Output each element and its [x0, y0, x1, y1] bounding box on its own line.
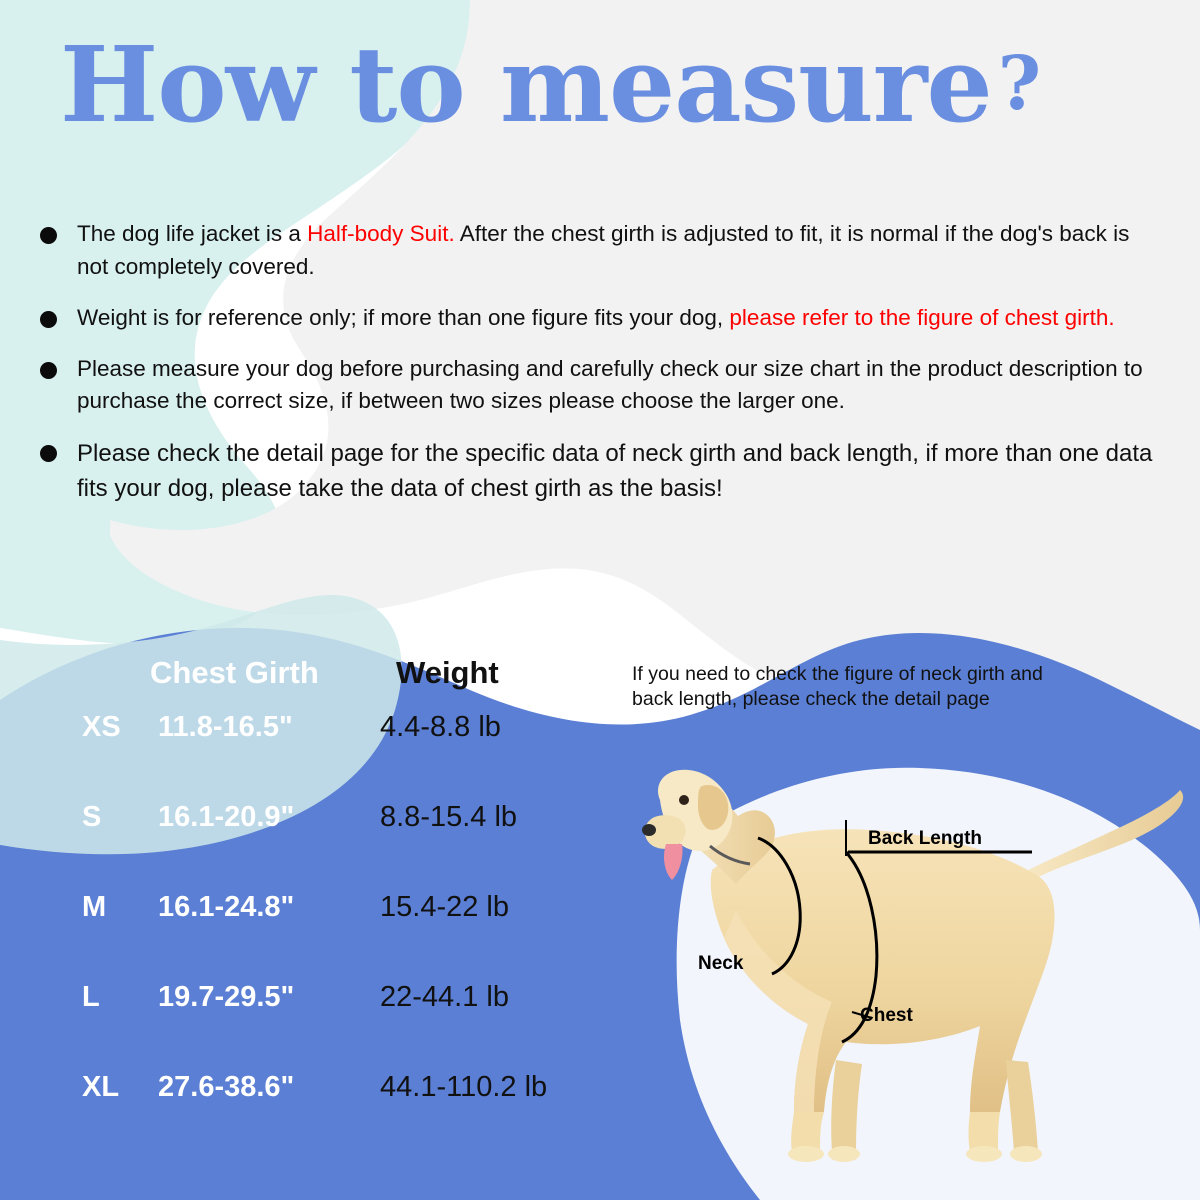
- cell-size: M: [82, 891, 107, 923]
- bullet-dot-icon: [40, 311, 57, 328]
- list-item: [40, 353, 1160, 419]
- column-header-chest-girth: Chest Girth: [150, 655, 319, 690]
- label-chest: Chest: [860, 1005, 913, 1026]
- list-item: [40, 436, 1160, 506]
- cell-weight: 44.1-110.2 lb: [380, 1071, 548, 1103]
- cell-chest-girth: 19.7-29.5": [158, 981, 295, 1013]
- cell-weight: 8.8-15.4 lb: [380, 801, 518, 833]
- bullet-1-part-1: The dog life jacket is a: [77, 221, 308, 246]
- table-row: [60, 801, 640, 891]
- cell-weight: 4.4-8.8 lb: [380, 711, 501, 743]
- cell-size: L: [82, 981, 100, 1013]
- label-back-length: Back Length: [868, 828, 983, 849]
- bullet-2-part-1: Weight is for reference only; if more than one figure fits your dog,: [77, 304, 730, 330]
- cell-size: S: [82, 801, 102, 833]
- table-row: [60, 711, 640, 801]
- bullet-1-highlight: Half-body Suit.: [307, 221, 455, 246]
- list-item: [40, 302, 1160, 335]
- table-row: [60, 1071, 640, 1161]
- bullet-dot-icon: [40, 227, 57, 244]
- cell-size: XL: [82, 1071, 120, 1103]
- page-title-text: How to measure: [60, 23, 992, 146]
- bullet-dot-icon: [40, 445, 57, 462]
- bullet-2-highlight: please refer to the figure of chest girth.: [729, 304, 1115, 330]
- bullet-1-part-3: After the chest girth is adjusted to fit, it is normal if the dog's back is not completely covered.: [77, 221, 1130, 279]
- cell-chest-girth: 11.8-16.5": [158, 711, 293, 743]
- page-title-question-mark: ?: [997, 41, 1041, 127]
- detail-page-note: If you need to check the figure of neck girth and back length, please check the detail page: [632, 663, 1043, 710]
- bullet-text: [77, 302, 1160, 335]
- cell-weight: 22-44.1 lb: [380, 981, 509, 1013]
- page-title: [60, 23, 1041, 146]
- size-chart-table: [60, 655, 640, 1161]
- table-header-row: [60, 655, 640, 711]
- cell-chest-girth: 16.1-24.8": [158, 891, 295, 923]
- bullet-list: [40, 218, 1160, 524]
- table-row: [60, 981, 640, 1071]
- cell-chest-girth: 27.6-38.6": [158, 1071, 295, 1103]
- label-neck: Neck: [698, 953, 744, 974]
- cell-chest-girth: 16.1-20.9": [158, 801, 295, 833]
- bullet-text: Please measure your dog before purchasing and carefully check our size chart in the product description to purchase the correct size, if between two sizes please choose the larger one.: [77, 355, 1143, 414]
- bullet-dot-icon: [40, 362, 57, 379]
- column-header-weight: Weight: [396, 655, 499, 690]
- list-item: [40, 218, 1160, 284]
- dog-illustration: [640, 760, 1200, 1180]
- cell-size: XS: [82, 711, 121, 743]
- header: [0, 0, 1200, 190]
- bullet-text: [77, 218, 1160, 284]
- table-row: [60, 891, 640, 981]
- cell-weight: 15.4-22 lb: [380, 891, 509, 923]
- bullet-text: Please check the detail page for the specific data of neck girth and back length, if more than one data fits your dog, please take the data of chest girth as the basis!: [77, 440, 1153, 503]
